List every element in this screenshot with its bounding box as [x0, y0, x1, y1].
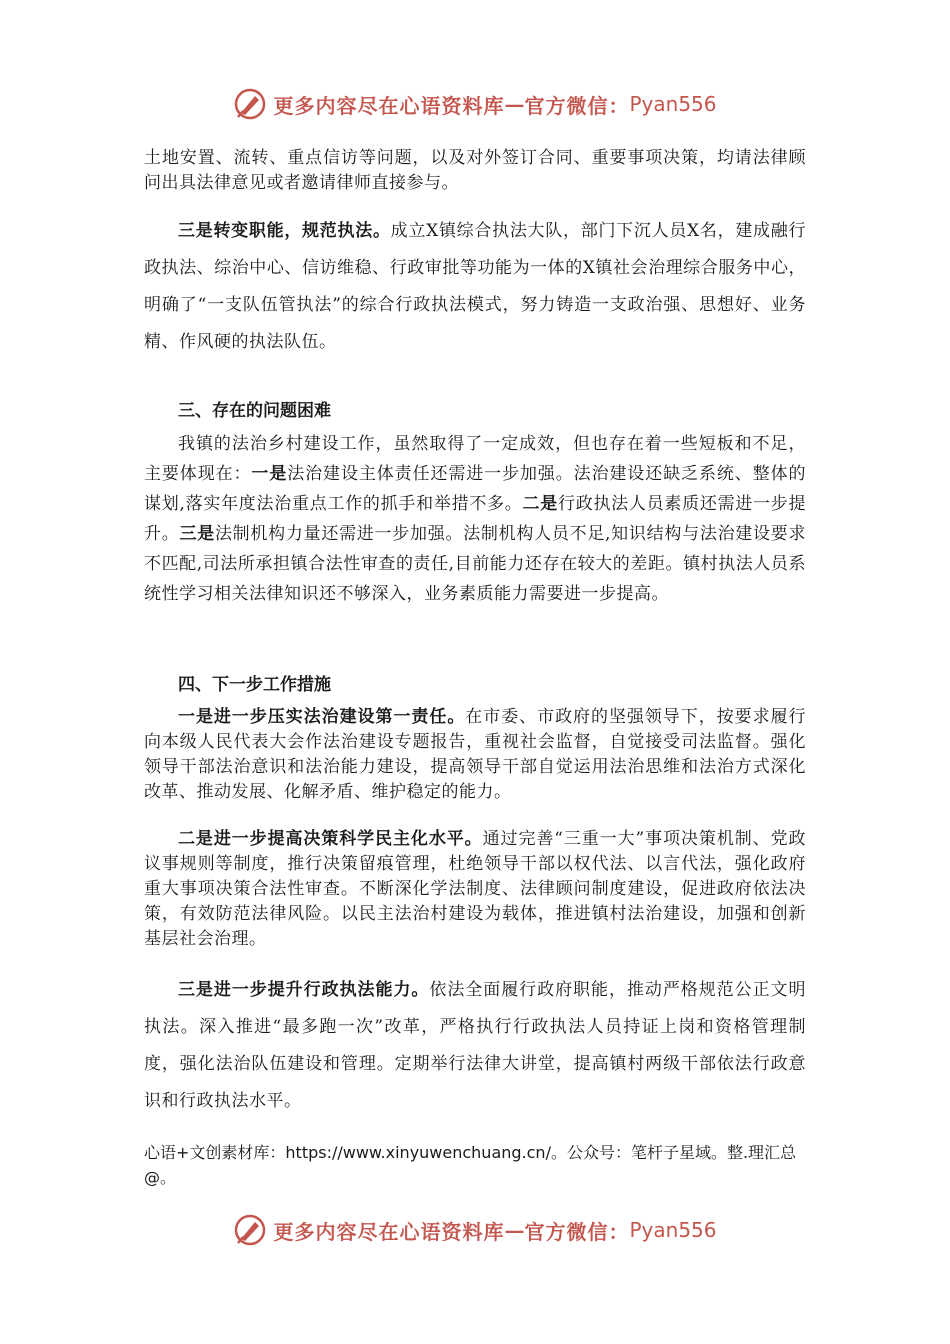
paragraph-measure-3: 三是进一步提升行政执法能力。依法全面履行政府职能，推动严格规范公正文明执法。深入推进“最多跑一次”改革，严格执行行政执法人员持证上岗和资格管理制度，强化法治队伍建设和管理。定期举行法律大讲堂，提高镇村两级干部依法行政意识和行政执法水平。 [144, 980, 807, 1111]
banner-wechat-id: Pyan556 [629, 1218, 717, 1242]
banner-text: 更多内容尽在心语资料库 [273, 1219, 505, 1244]
banner-wechat-id: Pyan556 [629, 92, 717, 116]
paragraph-measure-1: 一是进一步压实法治建设第一责任。在市委、市政府的坚强领导下，按要求履行向本级人民代表大会作法治建设专题报告，重视社会监督，自觉接受司法监督。强化领导干部法治意识和法治能力建设，提高领导干部自觉运用法治思维和法治方式深化改革、推动发展、化解矛盾、维护稳定的能力。 [144, 707, 807, 802]
paragraph-continued: 土地安置、流转、重点信访等问题，以及对外签订合同、重要事项决策，均请法律顾问出具法律意见或者邀请律师直接参与。 [144, 148, 806, 193]
section-heading-problems: 三、存在的问题困难 [178, 401, 331, 421]
banner-wechat-label: 官方微信： [524, 93, 630, 118]
paragraph-lead: 二是进一步提高决策科学民主化水平。 [178, 829, 483, 849]
banner-wechat-label: 官方微信： [524, 1219, 630, 1244]
source-footer-note: 心语+文创素材库：https://www.xinyuwenchuang.cn/。公众号：笔杆子星域。整.理汇总@。 [144, 1143, 797, 1187]
pen-nib-logo-icon [233, 1213, 267, 1247]
banner-text: 更多内容尽在心语资料库 [273, 93, 505, 118]
paragraph-measure-2: 二是进一步提高决策科学民主化水平。通过完善“三重一大”事项决策机制、党政议事规则等制度，推行决策留痕管理，杜绝领导干部以权代法、以言代法，强化政府重大事项决策合法性审查。不断深化学法制度、法律顾问制度建设，促进政府依法决策，有效防范法律风险。以民主法治村建设为载体，推进镇村法治建设，加强和创新基层社会治理。 [144, 829, 807, 949]
banner-separator: — [504, 92, 525, 116]
paragraph-transform-functions: 三是转变职能，规范执法。成立X镇综合执法大队，部门下沉人员X名，建成融行政执法、综治中心、信访维稳、行政审批等功能为一体的X镇社会治理综合服务中心，明确了“一支队伍管执法”的综合行政执法模式，努力铸造一支政治强、思想好、业务精、作风硬的执法队伍。 [144, 221, 806, 352]
banner-separator: — [504, 1218, 525, 1242]
bottom-banner [0, 1210, 950, 1250]
paragraph-lead: 一是进一步压实法治建设第一责任。 [178, 707, 466, 727]
paragraph-lead: 三是进一步提升行政执法能力。 [178, 980, 430, 1000]
section-heading-next-steps: 四、下一步工作措施 [178, 675, 331, 695]
paragraph-problems: 我镇的法治乡村建设工作，虽然取得了一定成效，但也存在着一些短板和不足，主要体现在：一是法治建设主体责任还需进一步加强。法治建设还缺乏系统、整体的谋划,落实年度法治重点工作的抓手和举措不多。二是行政执法人员素质还需进一步提升。三是法制机构力量还需进一步加强。法制机构人员不足,知识结构与法治建设要求不匹配,司法所承担镇合法性审查的责任,目前能力还存在较大的差距。镇村执法人员系统性学习相关法律知识还不够深入，业务素质能力需要进一步提高。 [144, 434, 807, 604]
top-banner [0, 84, 950, 124]
pen-nib-logo-icon [233, 87, 267, 121]
paragraph-lead: 三是转变职能，规范执法。 [178, 221, 391, 241]
